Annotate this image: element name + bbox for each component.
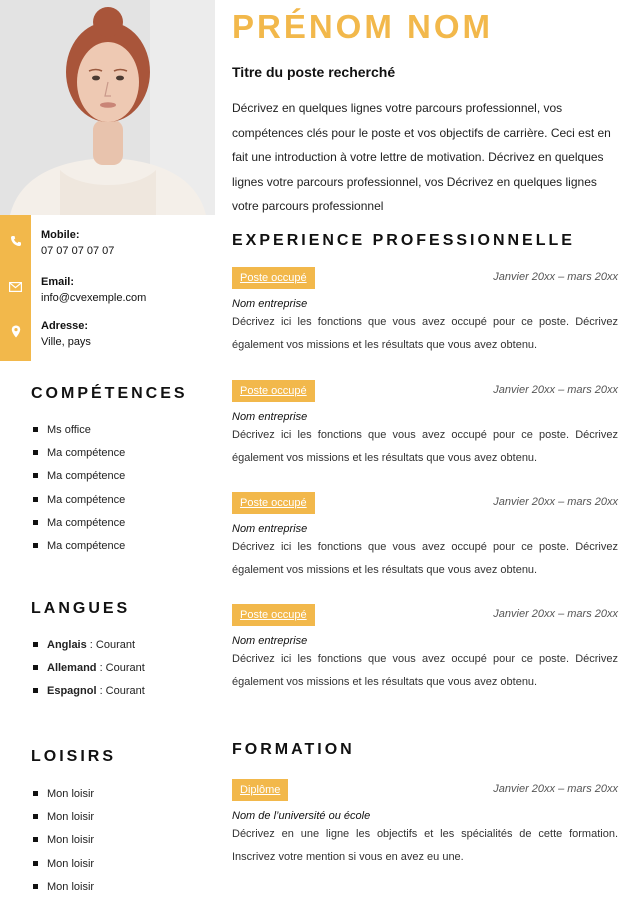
entry-description: Décrivez ici les fonctions que vous avez occupé pour ce poste. Décrivez également vos missions et les résultats que vous avez obtenu. — [232, 541, 618, 576]
school-name: Nom de l’université ou école — [232, 810, 371, 822]
experience-heading: EXPERIENCE PROFESSIONNELLE — [232, 232, 575, 249]
education-heading: FORMATION — [232, 741, 355, 758]
company-name: Nom entreprise — [232, 298, 308, 310]
position-tag: Poste occupé — [232, 492, 315, 514]
entry-dates: Janvier 20xx – mars 20xx — [493, 608, 618, 620]
list-item: Ma compétence — [31, 468, 125, 491]
hobbies-list — [31, 786, 94, 900]
job-title: Titre du poste recherché — [232, 64, 396, 80]
language-name: Anglais — [47, 639, 87, 651]
entry-description: Décrivez ici les fonctions que vous avez occupé pour ce poste. Décrivez également vos missions et les résultats que vous avez obtenu. — [232, 653, 618, 688]
language-name: Espagnol — [47, 685, 97, 698]
list-item: Mon loisir — [31, 856, 94, 879]
language-name: Allemand — [47, 662, 97, 675]
company-name: Nom entreprise — [232, 635, 308, 647]
phone-icon — [0, 231, 31, 251]
hobbies-heading: LOISIRS — [31, 748, 117, 765]
languages-heading: LANGUES — [31, 600, 131, 617]
language-level: : Courant — [86, 639, 136, 651]
contact-address — [41, 318, 211, 350]
entry-dates: Janvier 20xx – mars 20xx — [493, 496, 618, 508]
envelope-icon — [0, 277, 31, 297]
list-item: Ma compétence — [31, 515, 125, 538]
list-item — [31, 637, 145, 660]
contact-sidebar-bar — [0, 215, 31, 361]
contact-email — [41, 274, 211, 306]
list-item: Ma compétence — [31, 492, 125, 515]
entry-dates: Janvier 20xx – mars 20xx — [493, 271, 618, 283]
list-item: Mon loisir — [31, 879, 94, 900]
list-item: Mon loisir — [31, 832, 94, 855]
list-item: Mon loisir — [31, 809, 94, 832]
position-tag: Poste occupé — [232, 380, 315, 402]
entry-description: Décrivez ici les fonctions que vous avez occupé pour ce poste. Décrivez également vos missions et les résultats que vous avez obtenu. — [232, 429, 618, 464]
location-pin-icon — [0, 321, 31, 341]
list-item: Ma compétence — [31, 445, 125, 468]
company-name: Nom entreprise — [232, 411, 308, 423]
contact-value: 07 07 07 07 07 — [41, 245, 115, 257]
candidate-name: PRÉNOM NOM — [232, 8, 493, 45]
degree-tag: Diplôme — [232, 779, 288, 801]
list-item: Ms office — [31, 422, 125, 445]
contact-value: info@cvexemple.com — [41, 292, 147, 304]
skills-list — [31, 422, 125, 561]
profile-photo — [0, 0, 215, 215]
languages-list — [31, 637, 145, 707]
language-level: : Courant — [96, 662, 145, 675]
position-tag: Poste occupé — [232, 604, 315, 626]
position-tag: Poste occupé — [232, 267, 315, 289]
company-name: Nom entreprise — [232, 523, 308, 535]
profile-summary: Décrivez en quelques lignes votre parcours professionnel, vos compétences clés pour le poste et vos objectifs de carrière. Ceci est en fait une introduction à votre lettre de motivation. Décrivez en quelques lignes votre parcours professionnel, vos Décrivez en quelques lignes votre parcours professionnel — [232, 101, 611, 213]
entry-description: Décrivez en une ligne les objectifs et les spécialités de cette formation. Inscrivez votre mention si vous en avez eu une. — [232, 828, 618, 863]
list-item: Mon loisir — [31, 786, 94, 809]
list-item: Ma compétence — [31, 538, 125, 561]
language-level: : Courant — [96, 685, 145, 698]
contact-value: Ville, pays — [41, 336, 91, 348]
skills-heading: COMPÉTENCES — [31, 385, 188, 402]
entry-description: Décrivez ici les fonctions que vous avez occupé pour ce poste. Décrivez également vos missions et les résultats que vous avez obtenu. — [232, 316, 618, 351]
contact-label: Email: — [41, 276, 75, 288]
contact-label: Mobile: — [41, 229, 80, 241]
contact-mobile — [41, 227, 211, 259]
contact-label: Adresse: — [41, 320, 89, 332]
entry-dates: Janvier 20xx – mars 20xx — [493, 783, 618, 795]
list-item — [31, 683, 145, 706]
list-item — [31, 660, 145, 683]
entry-dates: Janvier 20xx – mars 20xx — [493, 384, 618, 396]
